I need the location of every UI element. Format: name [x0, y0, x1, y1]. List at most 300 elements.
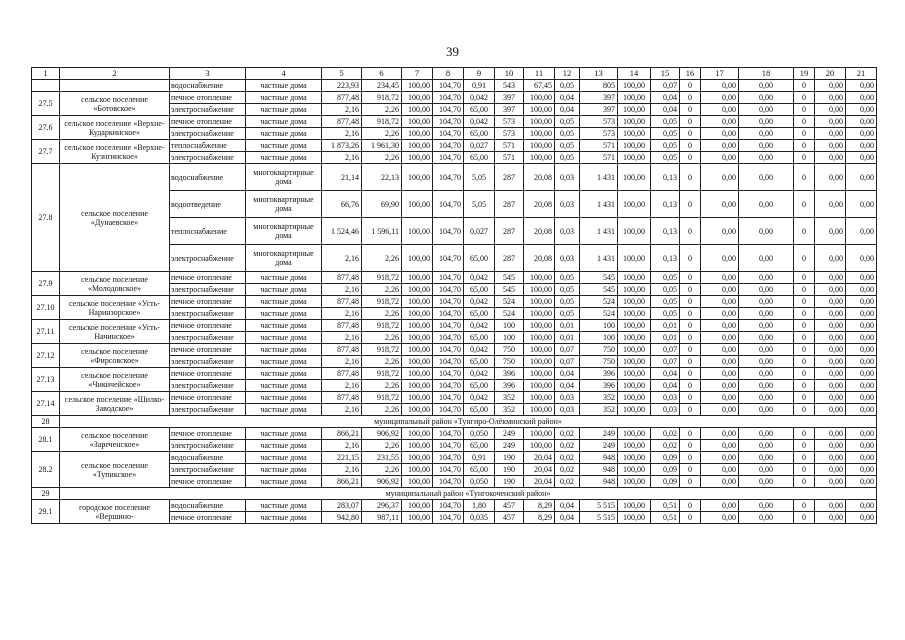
value-cell: 0	[680, 500, 701, 512]
value-cell: 543	[495, 80, 524, 92]
value-cell: 0,00	[701, 164, 739, 191]
value-cell: 0,05	[651, 272, 680, 284]
value-cell: 0,07	[651, 356, 680, 368]
value-cell: 2,16	[322, 308, 362, 320]
value-cell: 100,00	[618, 332, 651, 344]
value-cell: 0,00	[846, 296, 877, 308]
value-cell: 104,70	[433, 452, 464, 464]
value-cell: 0	[794, 320, 815, 332]
settlement-name: сельское поселение «Фирсовское»	[60, 344, 170, 368]
settlement-name: сельское поселение «Усть-Начинское»	[60, 320, 170, 344]
value-cell: 100,00	[402, 356, 433, 368]
housing-type-cell: многоквартирные дома	[246, 164, 322, 191]
value-cell: 0,00	[739, 344, 794, 356]
value-cell: 100,00	[618, 320, 651, 332]
value-cell: 100,00	[618, 80, 651, 92]
value-cell: 0,00	[701, 476, 739, 488]
value-cell: 573	[580, 116, 618, 128]
housing-type-cell: частные дома	[246, 392, 322, 404]
table-row	[32, 80, 877, 92]
housing-type-cell: частные дома	[246, 296, 322, 308]
section-title: муниципальный район «Тунгиро-Олёкминский район»	[60, 416, 877, 428]
row-number: 27.7	[32, 140, 60, 164]
header-cell: 21	[846, 68, 877, 80]
table-row	[32, 92, 877, 104]
value-cell: 100,00	[524, 440, 555, 452]
value-cell: 0,00	[815, 476, 846, 488]
section-number: 29	[32, 488, 60, 500]
service-cell: электроснабжение	[170, 308, 246, 320]
table-row	[32, 500, 877, 512]
value-cell: 0,02	[555, 428, 580, 440]
value-cell: 8,29	[524, 500, 555, 512]
value-cell: 0,00	[815, 452, 846, 464]
value-cell: 0,00	[739, 440, 794, 452]
value-cell: 0,00	[846, 191, 877, 218]
value-cell: 0,00	[815, 332, 846, 344]
housing-type-cell: частные дома	[246, 452, 322, 464]
value-cell: 100,00	[524, 92, 555, 104]
value-cell: 20,08	[524, 164, 555, 191]
value-cell: 918,72	[362, 116, 402, 128]
value-cell: 0	[794, 428, 815, 440]
value-cell: 100,00	[618, 140, 651, 152]
value-cell: 100,00	[402, 272, 433, 284]
value-cell: 0,00	[739, 464, 794, 476]
header-cell: 1	[32, 68, 60, 80]
value-cell: 0,00	[846, 116, 877, 128]
housing-type-cell: частные дома	[246, 380, 322, 392]
value-cell: 877,48	[322, 116, 362, 128]
value-cell: 0,02	[651, 440, 680, 452]
value-cell: 0	[680, 128, 701, 140]
value-cell: 0,050	[464, 476, 495, 488]
value-cell: 65,00	[464, 404, 495, 416]
header-cell: 15	[651, 68, 680, 80]
value-cell: 0,042	[464, 116, 495, 128]
value-cell: 0,00	[846, 80, 877, 92]
value-cell: 0,05	[555, 116, 580, 128]
value-cell: 0,00	[739, 512, 794, 524]
value-cell: 100,00	[618, 92, 651, 104]
settlement-name	[60, 80, 170, 92]
value-cell: 104,70	[433, 284, 464, 296]
value-cell: 100,00	[402, 332, 433, 344]
value-cell: 1,80	[464, 500, 495, 512]
value-cell: 0,00	[739, 218, 794, 245]
value-cell: 0,00	[846, 392, 877, 404]
value-cell: 918,72	[362, 344, 402, 356]
value-cell: 877,48	[322, 296, 362, 308]
value-cell: 0,00	[815, 218, 846, 245]
value-cell: 0,00	[701, 128, 739, 140]
value-cell: 100,00	[524, 344, 555, 356]
value-cell: 0,13	[651, 245, 680, 272]
value-cell: 0,05	[555, 272, 580, 284]
value-cell: 0	[680, 92, 701, 104]
value-cell: 0,00	[739, 392, 794, 404]
header-cell: 2	[60, 68, 170, 80]
value-cell: 0,00	[846, 404, 877, 416]
value-cell: 0	[680, 164, 701, 191]
header-cell: 10	[495, 68, 524, 80]
value-cell: 0,00	[701, 404, 739, 416]
value-cell: 0	[680, 218, 701, 245]
value-cell: 100,00	[524, 152, 555, 164]
value-cell: 918,72	[362, 368, 402, 380]
service-cell: водоотведение	[170, 191, 246, 218]
value-cell: 0,01	[555, 320, 580, 332]
value-cell: 948	[580, 476, 618, 488]
value-cell: 0,07	[555, 344, 580, 356]
value-cell: 0,05	[651, 116, 680, 128]
value-cell: 190	[495, 464, 524, 476]
value-cell: 283,07	[322, 500, 362, 512]
value-cell: 100	[580, 332, 618, 344]
value-cell: 0	[680, 152, 701, 164]
value-cell: 100,00	[524, 104, 555, 116]
value-cell: 104,70	[433, 245, 464, 272]
value-cell: 0,00	[701, 344, 739, 356]
value-cell: 104,70	[433, 404, 464, 416]
value-cell: 0,04	[555, 500, 580, 512]
value-cell: 0,00	[815, 128, 846, 140]
value-cell: 0,05	[555, 80, 580, 92]
value-cell: 877,48	[322, 320, 362, 332]
value-cell: 100,00	[402, 452, 433, 464]
table-row	[32, 392, 877, 404]
value-cell: 100,00	[524, 356, 555, 368]
value-cell: 0,09	[651, 452, 680, 464]
header-cell: 16	[680, 68, 701, 80]
service-cell: электроснабжение	[170, 128, 246, 140]
value-cell: 104,70	[433, 191, 464, 218]
value-cell: 0,00	[815, 464, 846, 476]
value-cell: 0	[680, 245, 701, 272]
value-cell: 249	[580, 440, 618, 452]
value-cell: 0,03	[555, 404, 580, 416]
value-cell: 0	[794, 272, 815, 284]
value-cell: 0	[794, 380, 815, 392]
value-cell: 0,00	[846, 140, 877, 152]
service-cell: печное отопление	[170, 272, 246, 284]
value-cell: 750	[495, 344, 524, 356]
value-cell: 0,00	[739, 452, 794, 464]
value-cell: 942,80	[322, 512, 362, 524]
value-cell: 0,00	[701, 500, 739, 512]
value-cell: 0,00	[701, 218, 739, 245]
value-cell: 0,00	[739, 191, 794, 218]
header-cell: 6	[362, 68, 402, 80]
value-cell: 0,00	[701, 92, 739, 104]
housing-type-cell: многоквартирные дома	[246, 245, 322, 272]
value-cell: 0,07	[651, 344, 680, 356]
value-cell: 0	[680, 464, 701, 476]
value-cell: 524	[495, 308, 524, 320]
value-cell: 104,70	[433, 296, 464, 308]
value-cell: 287	[495, 218, 524, 245]
value-cell: 0,91	[464, 80, 495, 92]
value-cell: 0	[794, 152, 815, 164]
value-cell: 104,70	[433, 332, 464, 344]
value-cell: 0,00	[815, 116, 846, 128]
table-row	[32, 452, 877, 464]
value-cell: 21,14	[322, 164, 362, 191]
value-cell: 296,37	[362, 500, 402, 512]
value-cell: 100,00	[524, 428, 555, 440]
value-cell: 877,48	[322, 92, 362, 104]
value-cell: 0,00	[846, 428, 877, 440]
value-cell: 0,00	[739, 500, 794, 512]
value-cell: 918,72	[362, 296, 402, 308]
value-cell: 65,00	[464, 380, 495, 392]
settlement-name: сельское поселение «Усть-Наринзорское»	[60, 296, 170, 320]
value-cell: 0,00	[739, 404, 794, 416]
value-cell: 65,00	[464, 128, 495, 140]
value-cell: 2,26	[362, 356, 402, 368]
value-cell: 0	[794, 332, 815, 344]
value-cell: 100,00	[402, 296, 433, 308]
row-number: 28.2	[32, 452, 60, 488]
value-cell: 0	[680, 440, 701, 452]
value-cell: 0	[794, 356, 815, 368]
service-cell: водоснабжение	[170, 164, 246, 191]
value-cell: 1 873,26	[322, 140, 362, 152]
value-cell: 877,48	[322, 344, 362, 356]
value-cell: 0,05	[651, 152, 680, 164]
settlement-name: сельское поселение «Шилко-Заводское»	[60, 392, 170, 416]
value-cell: 0	[680, 272, 701, 284]
value-cell: 0,04	[555, 368, 580, 380]
value-cell: 0,00	[701, 428, 739, 440]
value-cell: 0	[680, 308, 701, 320]
table-row	[32, 140, 877, 152]
value-cell: 100,00	[524, 272, 555, 284]
section-row	[32, 416, 877, 428]
settlement-name: сельское поселение «Дунаевское»	[60, 164, 170, 272]
value-cell: 100,00	[618, 164, 651, 191]
header-cell: 4	[246, 68, 322, 80]
value-cell: 0,05	[651, 140, 680, 152]
value-cell: 100,00	[618, 152, 651, 164]
value-cell: 2,26	[362, 104, 402, 116]
value-cell: 0	[794, 92, 815, 104]
header-cell: 13	[580, 68, 618, 80]
value-cell: 877,48	[322, 392, 362, 404]
value-cell: 100,00	[524, 140, 555, 152]
value-cell: 0,00	[701, 272, 739, 284]
value-cell: 65,00	[464, 245, 495, 272]
value-cell: 948	[580, 464, 618, 476]
value-cell: 0,00	[846, 512, 877, 524]
value-cell: 0,02	[555, 452, 580, 464]
value-cell: 287	[495, 245, 524, 272]
value-cell: 0,00	[739, 116, 794, 128]
value-cell: 866,21	[322, 428, 362, 440]
value-cell: 0,00	[701, 380, 739, 392]
value-cell: 0,00	[739, 164, 794, 191]
value-cell: 0,00	[739, 296, 794, 308]
value-cell: 0	[680, 380, 701, 392]
value-cell: 20,08	[524, 245, 555, 272]
value-cell: 100,00	[402, 308, 433, 320]
value-cell: 866,21	[322, 476, 362, 488]
value-cell: 573	[580, 128, 618, 140]
housing-type-cell: частные дома	[246, 140, 322, 152]
value-cell: 0	[680, 356, 701, 368]
housing-type-cell: многоквартирные дома	[246, 218, 322, 245]
housing-type-cell: частные дома	[246, 476, 322, 488]
value-cell: 104,70	[433, 356, 464, 368]
value-cell: 0,05	[555, 308, 580, 320]
value-cell: 66,76	[322, 191, 362, 218]
value-cell: 918,72	[362, 92, 402, 104]
housing-type-cell: частные дома	[246, 404, 322, 416]
value-cell: 0,00	[739, 332, 794, 344]
value-cell: 0,00	[846, 380, 877, 392]
value-cell: 0,13	[651, 218, 680, 245]
value-cell: 0,00	[739, 284, 794, 296]
table-row	[32, 368, 877, 380]
value-cell: 100,00	[524, 368, 555, 380]
value-cell: 750	[580, 344, 618, 356]
value-cell: 396	[495, 380, 524, 392]
service-cell: электроснабжение	[170, 464, 246, 476]
value-cell: 2,26	[362, 404, 402, 416]
value-cell: 0	[680, 428, 701, 440]
value-cell: 104,70	[433, 80, 464, 92]
service-cell: электроснабжение	[170, 380, 246, 392]
value-cell: 0,00	[846, 320, 877, 332]
housing-type-cell: частные дома	[246, 500, 322, 512]
value-cell: 100,00	[402, 116, 433, 128]
value-cell: 0,51	[651, 512, 680, 524]
value-cell: 0,00	[846, 164, 877, 191]
row-number: 27.5	[32, 92, 60, 116]
value-cell: 2,16	[322, 440, 362, 452]
housing-type-cell: частные дома	[246, 512, 322, 524]
value-cell: 0,03	[555, 392, 580, 404]
value-cell: 22,13	[362, 164, 402, 191]
value-cell: 2,16	[322, 104, 362, 116]
value-cell: 0,00	[815, 140, 846, 152]
value-cell: 0,00	[846, 452, 877, 464]
value-cell: 100,00	[524, 392, 555, 404]
value-cell: 0	[680, 404, 701, 416]
value-cell: 397	[580, 92, 618, 104]
value-cell: 20,04	[524, 452, 555, 464]
value-cell: 0	[794, 140, 815, 152]
value-cell: 20,04	[524, 464, 555, 476]
value-cell: 100,00	[618, 464, 651, 476]
value-cell: 0,04	[555, 512, 580, 524]
value-cell: 5,05	[464, 164, 495, 191]
value-cell: 0,00	[739, 308, 794, 320]
value-cell: 0,00	[846, 218, 877, 245]
value-cell: 0,00	[701, 512, 739, 524]
value-cell: 100,00	[524, 332, 555, 344]
value-cell: 0,00	[846, 272, 877, 284]
value-cell: 100,00	[618, 476, 651, 488]
value-cell: 104,70	[433, 476, 464, 488]
value-cell: 0,00	[739, 128, 794, 140]
value-cell: 0,00	[815, 380, 846, 392]
value-cell: 0	[680, 344, 701, 356]
value-cell: 352	[580, 404, 618, 416]
value-cell: 65,00	[464, 356, 495, 368]
service-cell: печное отопление	[170, 344, 246, 356]
value-cell: 0	[794, 308, 815, 320]
value-cell: 0,02	[651, 428, 680, 440]
housing-type-cell: частные дома	[246, 464, 322, 476]
value-cell: 234,45	[362, 80, 402, 92]
value-cell: 104,70	[433, 140, 464, 152]
value-cell: 396	[495, 368, 524, 380]
value-cell: 0,01	[651, 320, 680, 332]
value-cell: 100,00	[618, 344, 651, 356]
value-cell: 100,00	[524, 308, 555, 320]
settlement-name: сельское поселение «Чикичейское»	[60, 368, 170, 392]
tariff-table	[31, 67, 877, 524]
value-cell: 0,04	[555, 380, 580, 392]
value-cell: 0	[794, 368, 815, 380]
value-cell: 104,70	[433, 308, 464, 320]
value-cell: 948	[580, 452, 618, 464]
row-number: 28.1	[32, 428, 60, 452]
housing-type-cell: частные дома	[246, 284, 322, 296]
value-cell: 457	[495, 512, 524, 524]
value-cell: 0,51	[651, 500, 680, 512]
value-cell: 0,00	[701, 80, 739, 92]
value-cell: 0	[680, 296, 701, 308]
value-cell: 100,00	[402, 164, 433, 191]
value-cell: 573	[495, 128, 524, 140]
value-cell: 65,00	[464, 152, 495, 164]
value-cell: 0	[680, 191, 701, 218]
value-cell: 100,00	[618, 356, 651, 368]
value-cell: 0,00	[815, 92, 846, 104]
value-cell: 100,00	[402, 344, 433, 356]
value-cell: 0,00	[846, 356, 877, 368]
service-cell: печное отопление	[170, 476, 246, 488]
value-cell: 0,00	[846, 308, 877, 320]
value-cell: 0	[680, 476, 701, 488]
value-cell: 0	[680, 320, 701, 332]
value-cell: 0,04	[651, 104, 680, 116]
value-cell: 571	[495, 140, 524, 152]
value-cell: 0,00	[846, 104, 877, 116]
value-cell: 100,00	[402, 152, 433, 164]
value-cell: 5,05	[464, 191, 495, 218]
value-cell: 0,042	[464, 368, 495, 380]
value-cell: 100,00	[402, 512, 433, 524]
value-cell: 750	[580, 356, 618, 368]
value-cell: 0,00	[815, 428, 846, 440]
settlement-name: городское поселение «Вершино-	[60, 500, 170, 524]
value-cell: 0	[680, 104, 701, 116]
value-cell: 100,00	[618, 308, 651, 320]
header-row	[32, 68, 877, 80]
value-cell: 0,00	[815, 512, 846, 524]
value-cell: 0,00	[815, 344, 846, 356]
row-number: 29.1	[32, 500, 60, 524]
service-cell: водоснабжение	[170, 500, 246, 512]
value-cell: 0	[680, 284, 701, 296]
value-cell: 0,04	[555, 92, 580, 104]
value-cell: 249	[495, 428, 524, 440]
value-cell: 524	[580, 296, 618, 308]
service-cell: печное отопление	[170, 320, 246, 332]
